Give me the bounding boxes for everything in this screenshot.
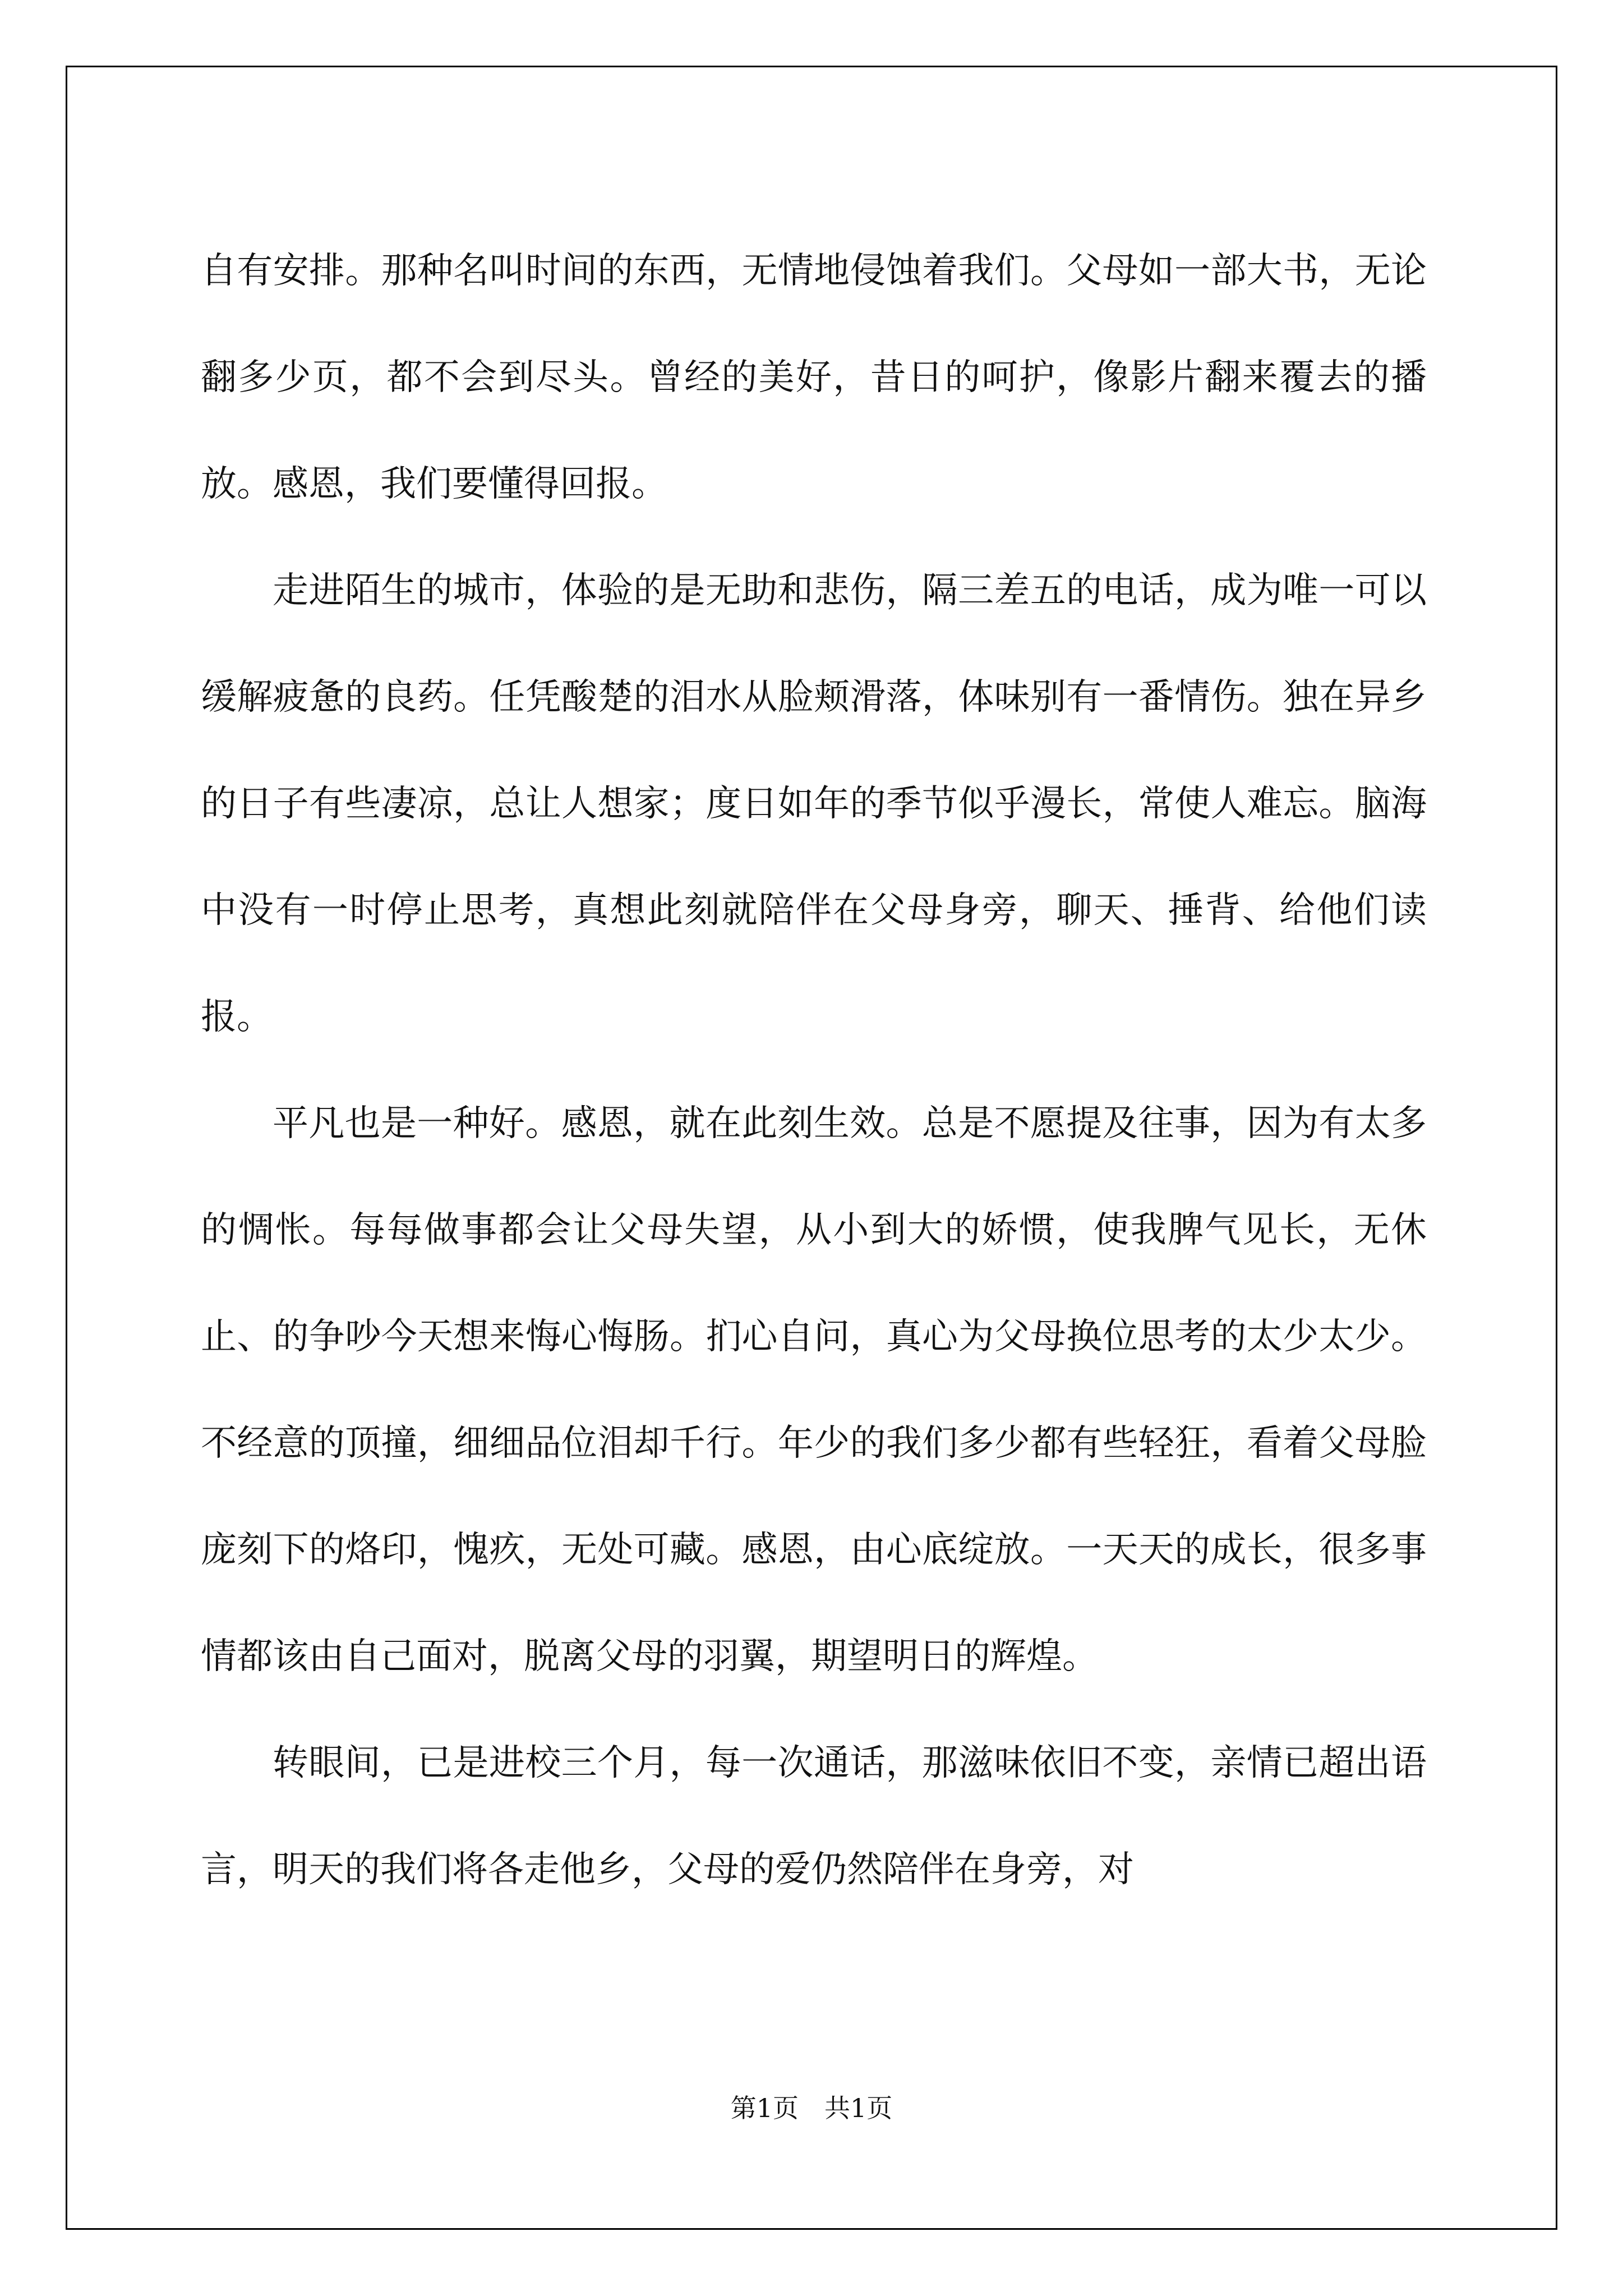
paragraph-1: 自有安排。那种名叫时间的东西，无情地侵蚀着我们。父母如一部大书，无论翻多少页，都不会到尽头。曾经的美好，昔日的呵护，像影片翻来覆去的播放。感恩，我们要懂得回报。 [201,250,1427,505]
paragraph-4: 转眼间，已是进校三个月，每一次通话，那滋味依旧不变，亲情已超出语言，明天的我们将各走他乡，父母的爱仍然陪伴在身旁，对 [201,1742,1427,1890]
page-footer: 第1页 共1页 [730,2093,893,2123]
paragraph-2: 走进陌生的城市，体验的是无助和悲伤，隔三差五的电话，成为唯一可以缓解疲惫的良药。任凭酸楚的泪水从脸颊滑落，体味别有一番情伤。独在异乡的日子有些凄凉，总让人想家；度日如年的季节似乎漫长，常使人难忘。脑海中没有一时停止思考，真想此刻就陪伴在父母身旁，聊天、捶背、给他们读报。 [201,570,1427,1038]
document-body [201,218,1427,1923]
paragraph-3: 平凡也是一种好。感恩，就在此刻生效。总是不愿提及往事，因为有太多的惆怅。每每做事都会让父母失望，从小到大的娇惯，使我脾气见长，无休止、的争吵今天想来悔心悔肠。扪心自问，真心为父母换位思考的太少太少。不经意的顶撞，细细品位泪却千行。年少的我们多少都有些轻狂，看着父母脸庞刻下的烙印，愧疚，无处可藏。感恩，由心底绽放。一天天的成长，很多事情都该由自己面对，脱离父母的羽翼，期望明日的辉煌。 [201,1103,1427,1677]
